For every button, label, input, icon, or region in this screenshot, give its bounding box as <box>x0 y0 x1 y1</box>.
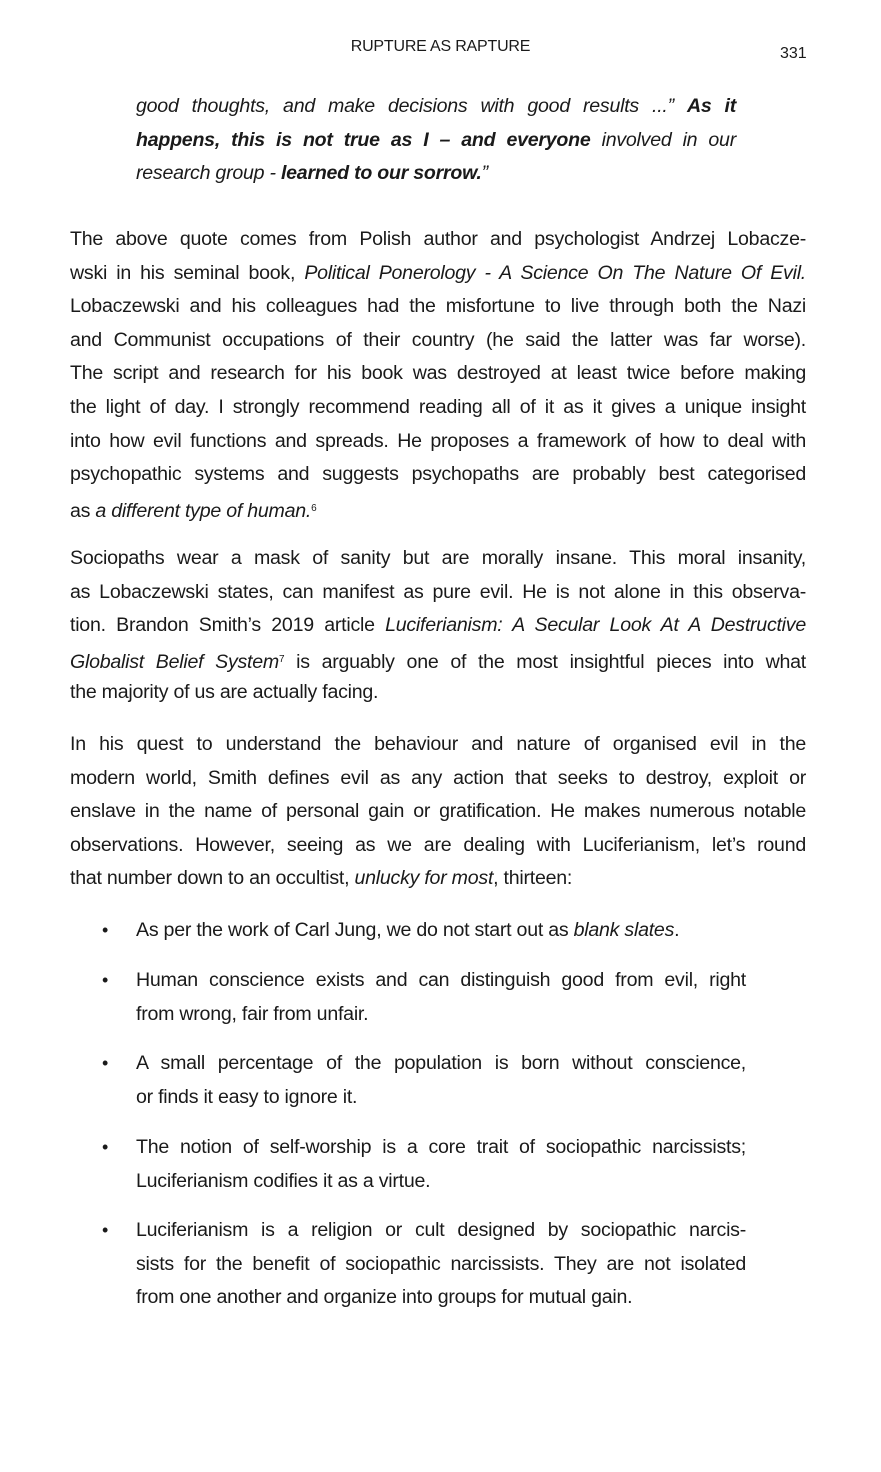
bullet-item <box>102 1131 746 1198</box>
page-number: 331 <box>780 45 807 62</box>
text-line <box>70 676 806 710</box>
text-line <box>70 391 806 425</box>
text-line <box>70 324 806 358</box>
text-run: research group - <box>136 162 281 185</box>
text-run: As it <box>686 95 737 117</box>
text-run: that number down to an occultist, <box>70 867 355 890</box>
text-line <box>136 964 746 998</box>
text-run: Human conscience exists and can distinguish good from evil, right <box>136 969 746 991</box>
text-run: Lobaczewski and his colleagues had the misfortune to live through both the Nazi <box>70 295 806 318</box>
text-run: wski in his seminal book, <box>70 261 305 284</box>
text-line <box>136 1081 746 1115</box>
text-run: A small percentage of the population is born without conscience, <box>136 1052 746 1074</box>
text-line <box>136 1214 746 1248</box>
text-line <box>70 609 806 643</box>
text-run: from one another and organize into groups for mutual gain. <box>136 1286 633 1309</box>
text-run: the light of day. I strongly recommend reading all of it as it gives a unique insight <box>70 395 806 418</box>
text-line <box>136 914 746 948</box>
text-run: unlucky for most <box>354 867 494 890</box>
bullet-item <box>102 964 746 1031</box>
text-run: as <box>70 499 96 522</box>
text-line <box>70 458 806 492</box>
text-run: as Lobaczewski states, can manifest as pure evil. He is not alone in this observa- <box>70 580 806 603</box>
bullet-marker: • <box>102 1053 109 1073</box>
text-run: blank slates <box>573 919 675 941</box>
text-run: sists for the benefit of sociopathic narcissists. They are not isolated <box>136 1252 746 1275</box>
text-line <box>70 223 806 257</box>
text-run: a different type of human. <box>95 499 312 522</box>
text-line <box>136 157 736 191</box>
text-run: or finds it easy to ignore it. <box>136 1085 358 1108</box>
text-run: is arguably one of the most insightful pieces into what <box>284 650 806 673</box>
text-line <box>70 728 806 762</box>
text-run: The above quote comes from Polish author and psychologist Andrzej Lobacze- <box>70 228 806 250</box>
text-run: The notion of self-worship is a core trait of sociopathic narcissists; <box>136 1136 746 1158</box>
bullet-marker: • <box>102 1137 109 1157</box>
text-line <box>136 1248 746 1282</box>
text-line <box>70 357 806 391</box>
footnote-marker: 7 <box>278 653 285 665</box>
text-line <box>70 425 806 459</box>
text-run: Sociopaths wear a mask of sanity but are morally insane. This moral insanity, <box>70 547 806 569</box>
text-run: The script and research for his book was destroyed at least twice before making <box>70 362 806 385</box>
text-line <box>136 124 736 158</box>
text-run: and Communist occupations of their country (he said the latter was far worse). <box>70 328 806 351</box>
text-run: modern world, Smith defines evil as any action that seeks to destroy, exploit or <box>70 766 806 789</box>
text-run: from wrong, fair from unfair. <box>136 1002 369 1025</box>
text-line <box>70 257 806 291</box>
text-run: involved in our <box>601 128 736 151</box>
text-line <box>136 998 746 1032</box>
text-run: learned to our sorrow. <box>280 162 482 185</box>
bullet-marker: • <box>102 1220 109 1240</box>
paragraph <box>70 728 806 896</box>
text-run: In his quest to understand the behaviour and nature of organised evil in the <box>70 733 806 755</box>
bullet-item <box>102 914 746 948</box>
text-line <box>70 542 806 576</box>
text-line <box>136 90 736 124</box>
text-line <box>70 795 806 829</box>
text-run: observations. However, seeing as we are dealing with Luciferianism, let’s round <box>70 833 806 856</box>
text-line <box>136 1047 746 1081</box>
text-run: ” <box>481 162 488 185</box>
text-line <box>70 576 806 610</box>
text-run: enslave in the name of personal gain or gratification. He makes numerous notable <box>70 800 806 823</box>
footnote-marker: 6 <box>311 502 317 514</box>
text-run: Luciferianism: A Secular Look At A Destructive <box>385 614 806 637</box>
text-line <box>136 1131 746 1165</box>
bullet-marker: • <box>102 970 109 990</box>
text-line <box>70 492 806 526</box>
text-line <box>70 762 806 796</box>
text-run: into how evil functions and spreads. He proposes a framework of how to deal with <box>70 429 806 452</box>
bullet-marker: • <box>102 920 109 940</box>
text-line <box>70 862 806 896</box>
text-line <box>136 1165 746 1199</box>
text-line <box>70 829 806 863</box>
paragraph <box>70 223 806 525</box>
bullet-item <box>102 1047 746 1114</box>
running-header: RUPTURE AS RAPTURE <box>350 38 531 55</box>
text-run: Globalist Belief System <box>70 650 279 673</box>
text-run: tion. Brandon Smith’s 2019 article <box>70 614 386 637</box>
text-run: happens, this is not true as I – and everyone <box>136 128 602 151</box>
text-line <box>136 1281 746 1315</box>
text-run: good thoughts, and make decisions with good results ...” <box>136 95 687 117</box>
text-run: , thirteen: <box>493 867 573 890</box>
text-line <box>70 290 806 324</box>
text-run: psychopathic systems and suggests psychopaths are probably best categorised <box>70 463 806 486</box>
text-run: Political Ponerology - A Science On The Nature Of Evil. <box>304 261 806 284</box>
text-run: the majority of us are actually facing. <box>70 681 379 704</box>
block-quote <box>136 90 736 191</box>
text-run: Luciferianism codifies it as a virtue. <box>136 1169 431 1192</box>
bullet-item <box>102 1214 746 1315</box>
text-line <box>70 643 806 677</box>
text-run: . <box>674 919 680 941</box>
paragraph <box>70 542 806 710</box>
text-run: Luciferianism is a religion or cult designed by sociopathic narcis- <box>136 1219 746 1241</box>
text-run: As per the work of Carl Jung, we do not start out as <box>136 919 574 941</box>
